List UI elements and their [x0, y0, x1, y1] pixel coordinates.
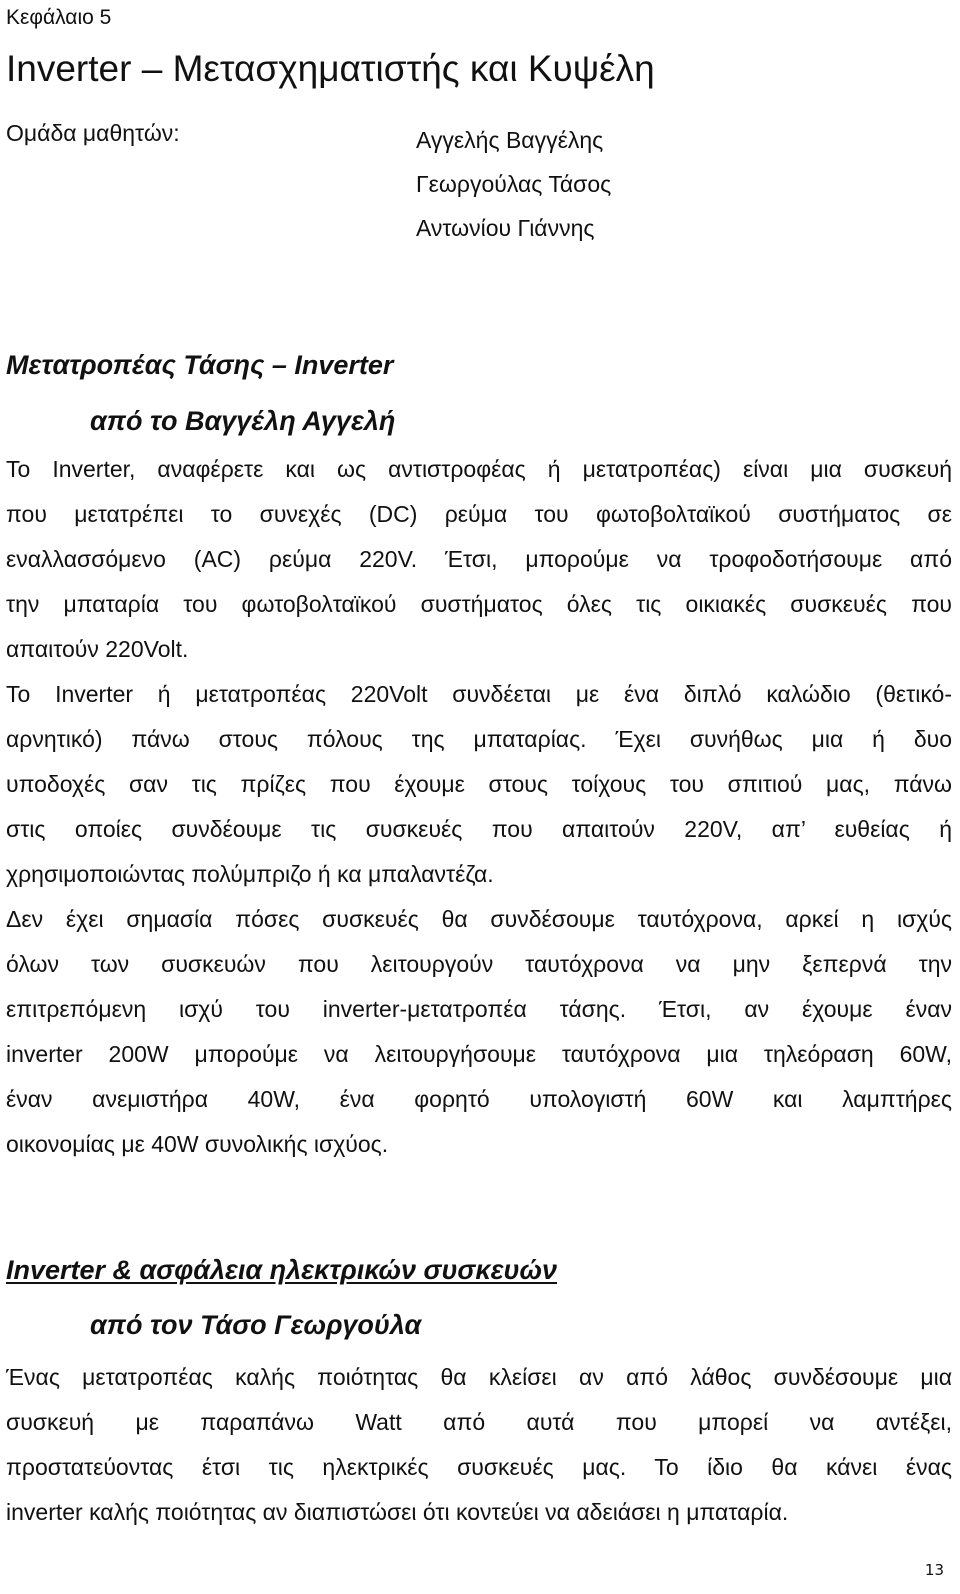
- team-member: Αντωνίου Γιάννης: [416, 215, 595, 241]
- chapter-label: Κεφάλαιο 5: [6, 6, 112, 29]
- paragraph-line: inverter καλής ποιότητας αν διαπιστώσει ότι κοντεύει να αδειάσει η μπαταρία.: [6, 1499, 789, 1525]
- paragraph-line: Ένας μετατροπέας καλής ποιότητας θα κλείσει αν από λάθος συνδέσουμε μια: [6, 1364, 952, 1390]
- paragraph-line: όλων των συσκευών που λειτουργούν ταυτόχρονα να μην ξεπερνά την: [6, 951, 952, 977]
- section-1-body: [6, 447, 952, 1167]
- team-label: Ομάδα μαθητών:: [6, 120, 180, 146]
- section-1-author: από το Βαγγέλη Αγγελή: [90, 406, 396, 436]
- paragraph-line: Δεν έχει σημασία πόσες συσκευές θα συνδέσουμε ταυτόχρονα, αρκεί η ισχύς: [6, 906, 952, 932]
- paragraph-line: έναν ανεμιστήρα 40W, ένα φορητό υπολογιστή 60W και λαμπτήρες: [6, 1086, 952, 1112]
- section-2-author: από τον Τάσο Γεωργούλα: [90, 1310, 422, 1340]
- paragraph-line: Το Inverter, αναφέρετε και ως αντιστροφέας ή μετατροπέας) είναι μια συσκευή: [6, 456, 952, 482]
- paragraph-line: οικονομίας με 40W συνολικής ισχύος.: [6, 1131, 389, 1157]
- section-2-title: Inverter & ασφάλεια ηλεκτρικών συσκευών: [6, 1255, 558, 1285]
- paragraph-line: χρησιμοποιώντας πολύμπριζο ή κα μπαλαντέζα.: [6, 861, 494, 887]
- paragraph-line: υποδοχές σαν τις πρίζες που έχουμε στους τοίχους του σπιτιού μας, πάνω: [6, 771, 952, 797]
- paragraph-line: προστατεύοντας έτσι τις ηλεκτρικές συσκευές μας. Το ίδιο θα κάνει ένας: [6, 1454, 952, 1480]
- team-member: Γεωργούλας Τάσος: [416, 171, 612, 197]
- paragraph-line: επιτρεπόμενη ισχύ του inverter-μετατροπέα τάσης. Έτσι, αν έχουμε έναν: [6, 996, 952, 1022]
- paragraph-line: αρνητικό) πάνω στους πόλους της μπαταρίας. Έχει συνήθως μια ή δυο: [6, 726, 952, 752]
- section-1-title: Μετατροπέας Τάσης – Inverter: [6, 350, 394, 380]
- team-members: [416, 118, 611, 250]
- paragraph-line: απαιτούν 220Volt.: [6, 636, 189, 662]
- page-title: Inverter – Μετασχηματιστής και Κυψέλη: [6, 48, 655, 89]
- section-2-body: [6, 1355, 952, 1535]
- paragraph-line: συσκευή με παραπάνω Watt από αυτά που μπορεί να αντέξει,: [6, 1409, 952, 1435]
- paragraph-line: στις οποίες συνδέουμε τις συσκευές που απαιτούν 220V, απ’ ευθείας ή: [6, 816, 952, 842]
- paragraph-line: την μπαταρία του φωτοβολταϊκού συστήματος όλες τις οικιακές συσκευές που: [6, 591, 952, 617]
- paragraph-line: Το Inverter ή μετατροπέας 220Volt συνδέεται με ένα διπλό καλώδιο (θετικό-: [6, 681, 952, 707]
- paragraph-line: inverter 200W μπορούμε να λειτουργήσουμε ταυτόχρονα μια τηλεόραση 60W,: [6, 1041, 952, 1067]
- team-member: Αγγελής Βαγγέλης: [416, 127, 604, 153]
- paragraph-line: που μετατρέπει το συνεχές (DC) ρεύμα του φωτοβολταϊκού συστήματος σε: [6, 501, 952, 527]
- paragraph-line: εναλλασσόμενο (AC) ρεύμα 220V. Έτσι, μπορούμε να τροφοδοτήσουμε από: [6, 546, 952, 572]
- page-number: 13: [924, 1561, 944, 1579]
